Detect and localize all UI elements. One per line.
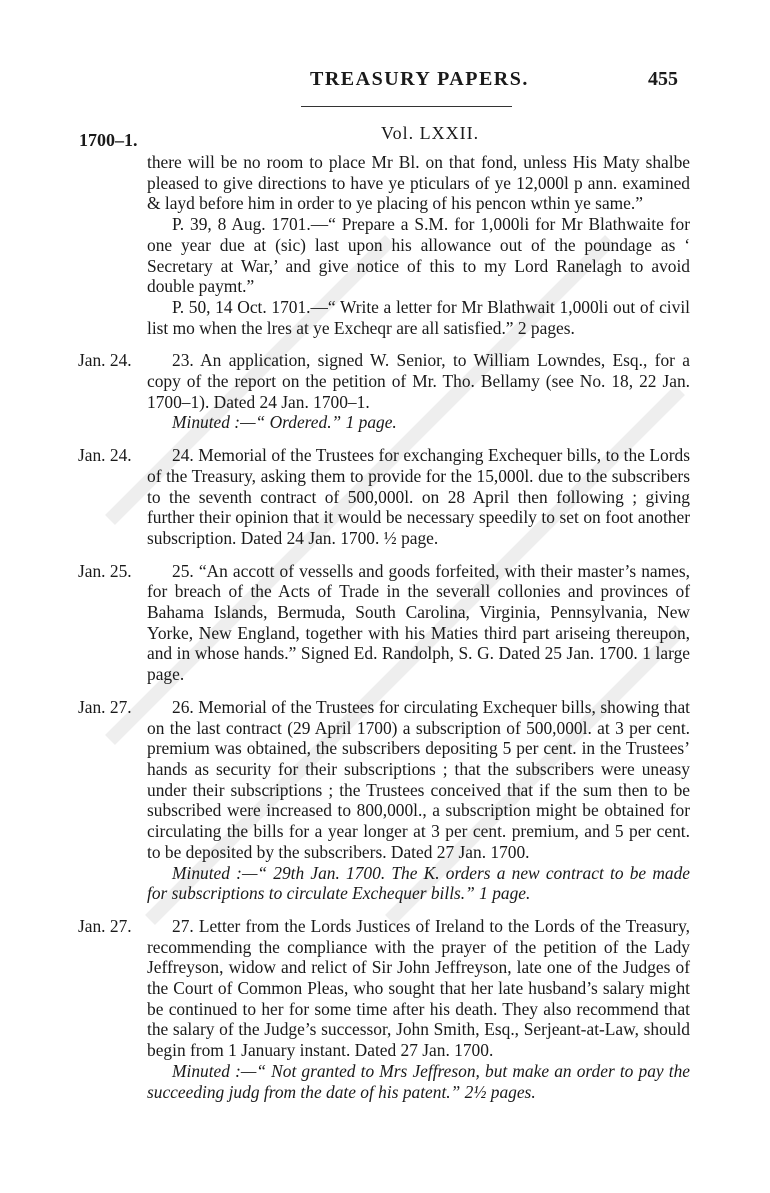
entry-date: Jan. 27. xyxy=(78,915,132,936)
header-rule xyxy=(301,106,512,107)
entry-27 xyxy=(78,915,690,1102)
year-label: 1700–1. xyxy=(79,130,138,150)
entry-text: 23. An application, signed W. Senior, to William Lowndes, Esq., for a copy of the report on the petition of Mr. Tho. Bellamy (see No. 18, 22 Jan. 1700–1). Dated 24 Jan. 1700–1. xyxy=(147,350,690,412)
entry-date: Jan. 25. xyxy=(78,560,132,581)
entry-minute: Minuted :—“ Not granted to Mrs Jeffreson, but make an order to pay the succeeding judg from the date of his patent.” 2½ pages. xyxy=(147,1060,690,1102)
entry-text: 25. “An accott of vessells and goods forfeited, with their master’s names, for breach of the Acts of Trade in the severall collonies and provinces of Bahama Islands, Bermuda, South Carolina, Virginia, Pennsylvania, New Yorke, New England, together with his Maties third part ariseing thereupon, and in whose hands.” Signed Ed. Randolph, S. G. Dated 25 Jan. 1700. 1 large page. xyxy=(147,560,690,685)
running-title: TREASURY PAPERS. xyxy=(310,68,529,90)
entry-minute: Minuted :—“ 29th Jan. 1700. The K. orders a new contract to be made for subscriptions to circulate Exchequer bills.” 1 page. xyxy=(147,862,690,904)
continuation-paragraph: P. 50, 14 Oct. 1701.—“ Write a letter for Mr Blathwait 1,000li out of civil list mo when the lres at ye Excheqr are all satisfied.” 2 pages. xyxy=(147,296,690,338)
entry-text: 24. Memorial of the Trustees for exchanging Exchequer bills, to the Lords of the Treasury, asking them to provide for the 15,000l. due to the subscribers to the seventh contract of 500,000l. on 28 April then following ; giving further their opinion that it would be necessary speedily to set on foot another subscription. Dated 24 Jan. 1700. ½ page. xyxy=(147,445,690,548)
entry-25 xyxy=(78,560,690,685)
entry-minute: Minuted :—“ Ordered.” 1 page. xyxy=(172,412,397,433)
entry-date: Jan. 24. xyxy=(78,445,132,466)
volume-label: Vol. LXXII. xyxy=(381,123,480,143)
entry-24 xyxy=(78,445,690,549)
body-text xyxy=(78,152,690,1102)
entry-26 xyxy=(78,696,690,904)
entry-23 xyxy=(78,350,690,433)
entry-date: Jan. 24. xyxy=(78,350,132,371)
continuation-paragraph: P. 39, 8 Aug. 1701.—“ Prepare a S.M. for 1,000li for Mr Blathwaite for one year due at (sic) last upon his allowance out of the poundage as ‘ Secretary at War,’ and give notice of this to my Lord Ranelagh to avoid double paymt.” xyxy=(147,214,690,297)
continuation-paragraph: there will be no room to place Mr Bl. on that fond, unless His Maty shalbe pleased to give directions to have ye pticulars of ye 12,000l p ann. examined & layd before him in order to ye placing of his pencon wthin ye same.” xyxy=(147,152,690,214)
page-header xyxy=(0,68,770,98)
page-number: 455 xyxy=(648,68,678,90)
entry-text: 27. Letter from the Lords Justices of Ireland to the Lords of the Treasury, recommending the compliance with the prayer of the petition of the Lady Jeffreyson, widow and relict of Sir John Jeffreyson, late one of the Judges of the Court of Common Pleas, who sought that her late husband’s salary might be continued to her for some time after his death. They also recommend that the salary of the Judge’s successor, John Smith, Esq., Serjeant-at-Law, should begin from 1 January instant. Dated 27 Jan. 1700. xyxy=(147,915,690,1061)
entry-date: Jan. 27. xyxy=(78,696,132,717)
entry-text: 26. Memorial of the Trustees for circulating Exchequer bills, showing that on the last contract (29 April 1700) a subscription of 500,000l. at 3 per cent. premium was obtained, the subscribers depositing 5 per cent. in the Trustees’ hands as security for their subscriptions ; that the subscribers were uneasy under their subscriptions ; the Trustees conceived that if the sum then to be subscribed were increased to 800,000l., a subscription might be obtained for circulating the bills for a year longer at 3 per cent. premium, and 5 per cent. to be deposited by the subscribers. Dated 27 Jan. 1700. xyxy=(147,696,690,862)
